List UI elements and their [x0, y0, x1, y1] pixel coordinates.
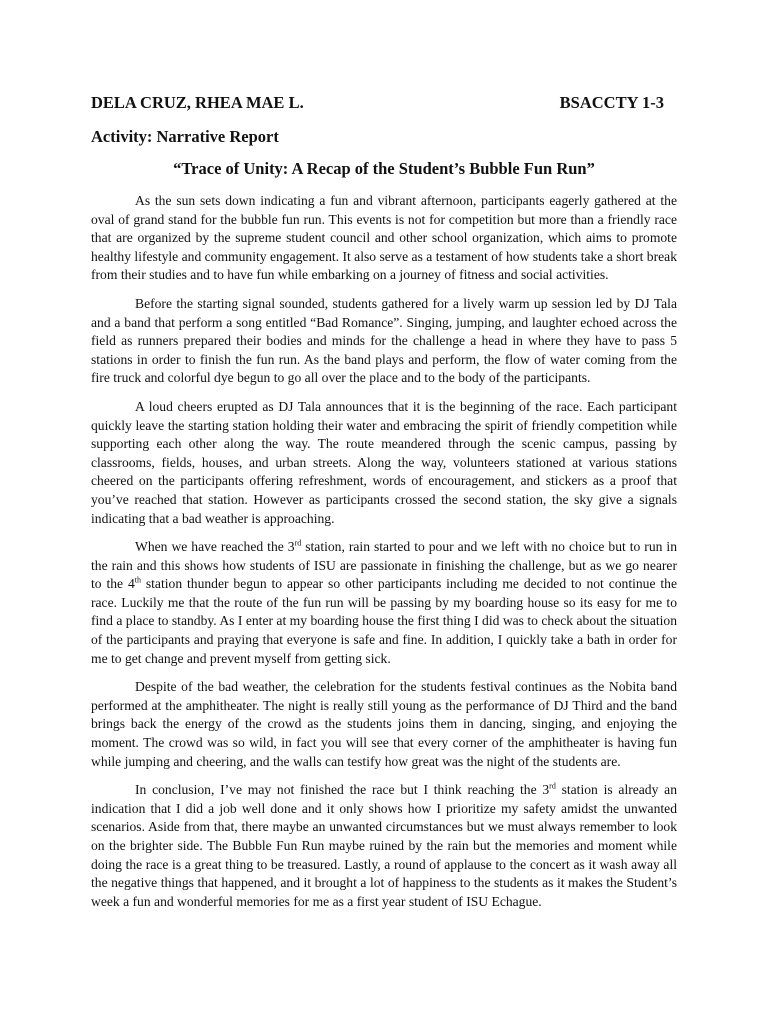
- paragraph-6: [91, 781, 677, 911]
- paragraph-4: [91, 538, 677, 668]
- ordinal-suffix: rd: [549, 781, 556, 791]
- activity-heading: Activity: Narrative Report: [91, 127, 279, 146]
- paragraph-6-part-a: In conclusion, I’ve may not finished the race but I think reaching the 3: [135, 782, 550, 798]
- paragraph-5: Despite of the bad weather, the celebration for the students festival continues as the Nobita band performed at the amphitheater. The night is really still young as the performance of DJ Third and the band brings back the energy of the crowd as the students joins them in dancing, singing, and enjoying the moment. The crowd was so wild, in fact you will see that every corner of the amphitheater is having fun while jumping and cheering, and the walls can testify how great was the night of the students are.: [91, 679, 677, 769]
- ordinal-suffix: th: [134, 575, 141, 585]
- ordinal-suffix: rd: [294, 538, 302, 548]
- paragraph-6-part-b: station is already an indication that I did a job well done and it only shows how I prioritize my safety amidst the unwanted scenarios. Aside from that, there maybe an unwanted circumstances but we must always remember to look on the brighter side. The Bubble Fun Run maybe ruined by the rain but the memories and moment while doing the race is a great thing to be treasured. Lastly, a round of applause to the concert as it wash away all the negative things that happened, and it brought a lot of happiness to the students as it makes the Student’s week a fun and wonderful memories for me as a first year student of ISU Echague.: [91, 782, 677, 909]
- report-body: [91, 192, 677, 921]
- student-name: DELA CRUZ, RHEA MAE L.: [91, 93, 304, 112]
- header-line: [91, 93, 664, 113]
- paragraph-1: As the sun sets down indicating a fun and vibrant afternoon, participants eagerly gathered at the oval of grand stand for the bubble fun run. This events is not for competition but more than a friendly race that are organized by the supreme student council and other school organization, which aims to promote healthy lifestyle and community engagement. It also serve as a testament of how students take a short break from their studies and to have fun while embarking on a journey of fitness and social activities.: [91, 193, 677, 283]
- paragraph-4-part-c: station thunder begun to appear so other participants including me decided to not continue the race. Luckily me that the route of the fun run will be passing by my boarding house so its easy for me to find a place to standby. As I enter at my boarding house the first thing I did was to check about the situation of the participants and praying that everyone is safe and fine. In addition, I quickly take a bath in order for me to get change and prevent myself from getting sick.: [91, 576, 677, 666]
- course-section: BSACCTY 1-3: [559, 93, 664, 112]
- paragraph-2: Before the starting signal sounded, students gathered for a lively warm up session led by DJ Tala and a band that perform a song entitled “Bad Romance”. Singing, jumping, and laughter echoed across the field as runners prepared their bodies and minds for the challenge a head in where they have to pass 5 stations in order to finish the fun run. As the band plays and perform, the flow of water coming from the fire truck and colorful dye begun to go all over the place and to the body of the participants.: [91, 295, 677, 386]
- paragraph-3: A loud cheers erupted as DJ Tala announces that it is the beginning of the race. Each participant quickly leave the starting station holding their water and embracing the spirit of friendly competition while supporting each other along the way. The route meandered through the scenic campus, passing by classrooms, fields, houses, and urban streets. Along the way, volunteers stationed at various stations cheered on the participants offering refreshment, words of encouragement, and stickers as a proof that you’ve reached that station. However as participants crossed the second station, the sky give a signals indicating that a bad weather is approaching.: [91, 398, 677, 526]
- paragraph-4-part-b: station, rain started to pour and we left with no choice but to run in the rain and this shows how students of ISU are passionate in finishing the challenge, but as we go nearer to the 4: [91, 539, 677, 592]
- paragraph-4-part-a: When we have reached the 3: [135, 539, 295, 555]
- report-title: “Trace of Unity: A Recap of the Student’s Bubble Fun Run”: [173, 159, 595, 178]
